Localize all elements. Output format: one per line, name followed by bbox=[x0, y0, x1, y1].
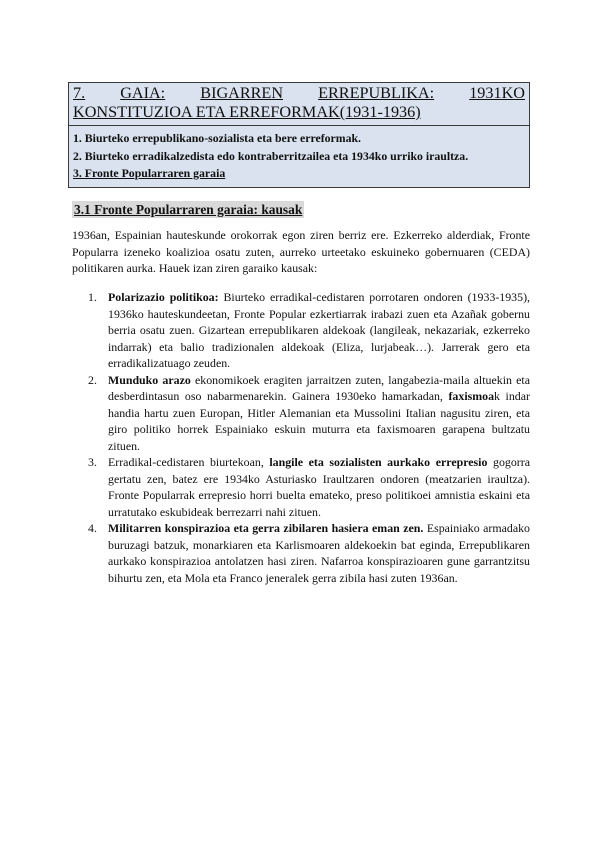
title-word: BIGARREN bbox=[200, 84, 284, 102]
topic-title-line2: KONSTITUZIOA ETA ERREFORMAK(1931-1936) bbox=[73, 103, 421, 121]
topic-title-line1 bbox=[73, 84, 525, 103]
list-number: 1. bbox=[88, 290, 97, 304]
list-item-text: Erradikal-cedistaren biurtekoan, bbox=[108, 455, 270, 469]
topic-title bbox=[69, 83, 529, 126]
list-item-bold: Munduko arazo bbox=[108, 372, 191, 387]
list-item-text: ekonomikoek eragiten jarraitzen zuten, langabezia-maila altuekin eta desberdintasun oso nabarmenarekin. Gainera 1930eko hamarkadan, bbox=[108, 372, 530, 403]
outline-item-2: 2. Biurteko erradikalzedista edo kontraberritzailea eta 1934ko urriko iraultza. bbox=[73, 148, 469, 163]
list-number: 4. bbox=[88, 521, 97, 535]
title-word: ERREPUBLIKA: bbox=[318, 84, 435, 102]
title-word: 1931KO bbox=[469, 84, 525, 102]
list-item-bold: langile eta sozialisten aurkako errepresio bbox=[269, 455, 488, 469]
list-item-text: Biurteko erradikal-cedistaren porrotaren ondoren (1933-1935), 1936ko hauteskundeetan, Fronte Popular ezkertiarrak irabazi zuen eta Azañak gobernu berria osatu zuen. Gizartean errepublikaren aldekoak (langileak, nekazariak, ezkerreko indarrak) eta balio tradizionalen aldekoak (Eliza, lurjabeak…). Jarrerak gero eta erradikalizatuago zeuden. bbox=[108, 290, 531, 370]
list-number: 2. bbox=[88, 372, 97, 387]
list-item bbox=[72, 520, 530, 586]
list-item bbox=[72, 454, 530, 520]
list-item-text: k indar handia hartu zuen Europan, Hitler Alemanian eta Mussolini Italian nagusitu ziren, eta giro politiko horrek Espainiako eskuin muturra eta faxismoaren garapena bultzatu zituen. bbox=[108, 389, 530, 453]
outline-item-1: 1. Biurteko errepublikano-sozialista eta bere erreformak. bbox=[73, 131, 361, 145]
title-word: GAIA: bbox=[120, 84, 166, 102]
section-heading-wrap bbox=[72, 201, 532, 219]
list-item bbox=[72, 289, 530, 372]
list-item bbox=[72, 372, 530, 455]
topic-outline bbox=[69, 126, 529, 187]
outline-item-3: 3. Fronte Popularraren garaia bbox=[73, 166, 226, 180]
causes-list bbox=[72, 289, 530, 586]
title-word: 7. bbox=[73, 84, 86, 102]
list-item-text: gogorra gertatu zen, batez ere 1934ko Asturiasko Iraultzaren ondoren (meatzarien iraultza). Fronte Popularrak errepresio horri buelta emateko, preso politikoei amnistia eskaini eta urratutako eskubideak berrezarri nahi zituen. bbox=[108, 455, 530, 519]
section-title: 3.1 Fronte Popularraren garaia: kausak bbox=[74, 202, 303, 217]
list-item-bold: faxismoa bbox=[448, 389, 495, 403]
list-number: 3. bbox=[88, 455, 97, 469]
intro-paragraph: 1936an, Espainian hauteskunde orokorrak egon ziren berriz ere. Ezkerreko alderdiak, Fronte Popularra izeneko koalizioa osatu zuten, aurreko urteetako eskuineko gobernuaren (CEDA) politikaren aurka. Hauek izan ziren garaiko kausak: bbox=[72, 228, 530, 275]
topic-header-box bbox=[68, 82, 530, 188]
list-item-text: Espainiako armadako buruzagi batzuk, monarkiaren eta Karlismoaren aldekoekin bat eginda, Errepublikaren aurkako konspirazioa antolatzen hasi ziren. Nafarroa konspirazioaren gune garrantzitsu bihurtu zen, eta Mola eta Franco jeneralek gerra zibila hasi zuten 1936an. bbox=[108, 521, 530, 585]
list-item-bold: Militarren konspirazioa eta gerra zibilaren hasiera eman zen. bbox=[108, 521, 424, 535]
list-item-bold: Polarizazio politikoa: bbox=[108, 290, 219, 304]
